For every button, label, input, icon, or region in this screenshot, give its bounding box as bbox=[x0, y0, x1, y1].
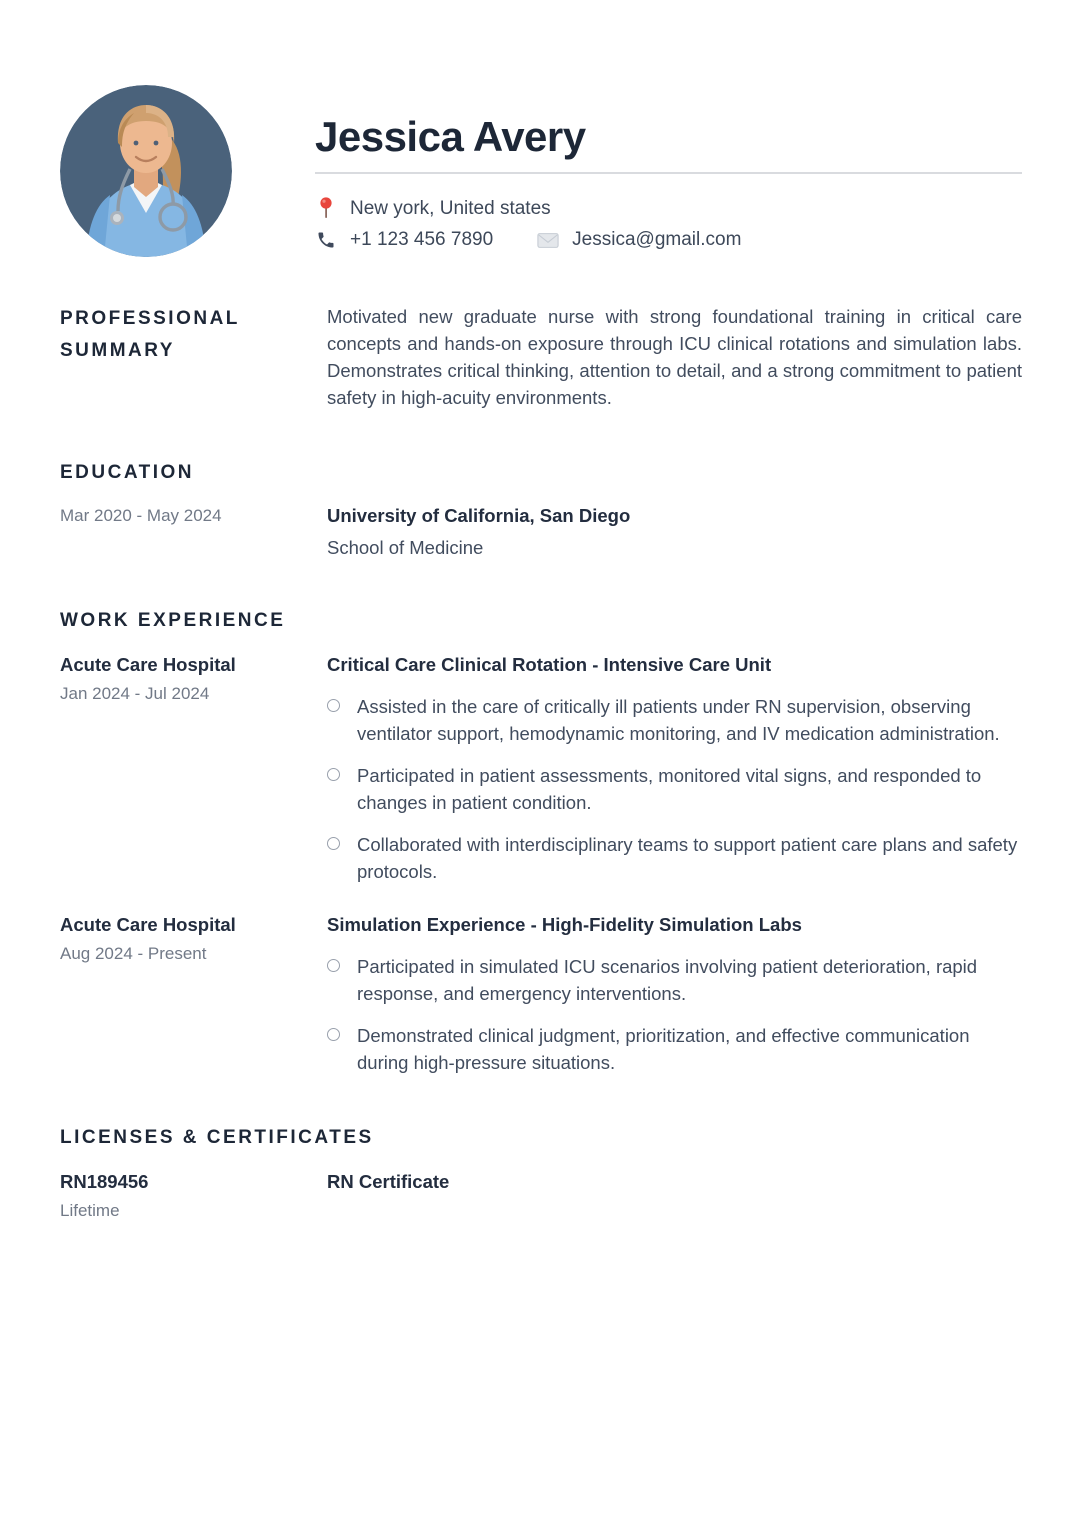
license-right bbox=[327, 1170, 1022, 1221]
bullet-circle-icon bbox=[327, 768, 340, 781]
experience-entry-1 bbox=[60, 653, 1022, 885]
experience-section-title: WORK EXPERIENCE bbox=[60, 610, 286, 632]
experience-1-right bbox=[327, 653, 1022, 885]
list-item bbox=[327, 762, 1022, 816]
resume-header bbox=[60, 85, 1022, 257]
license-name: RN Certificate bbox=[327, 1171, 450, 1193]
location-text: New york, United states bbox=[350, 198, 551, 220]
bullet-text: Participated in simulated ICU scenarios involving patient deterioration, rapid response, and emergency interventions. bbox=[357, 955, 978, 1004]
experience-2-company: Acute Care Hospital bbox=[60, 913, 236, 935]
experience-2-role: Simulation Experience - High-Fidelity Simulation Labs bbox=[327, 913, 802, 935]
list-item bbox=[327, 693, 1022, 747]
license-left bbox=[60, 1170, 327, 1221]
bullet-text: Demonstrated clinical judgment, prioritization, and effective communication during high-pressure situations. bbox=[357, 1024, 970, 1073]
phone-text: +1 123 456 7890 bbox=[350, 229, 494, 251]
summary-title-col bbox=[60, 303, 327, 411]
education-dates: Mar 2020 - May 2024 bbox=[60, 506, 222, 526]
experience-1-bullet-list bbox=[327, 693, 1022, 885]
summary-section-title: PROFESSIONAL SUMMARY bbox=[60, 308, 240, 362]
bullet-circle-icon bbox=[327, 1028, 340, 1041]
bullet-circle-icon bbox=[327, 699, 340, 712]
education-school: University of California, San Diego bbox=[327, 505, 631, 527]
name-divider bbox=[315, 172, 1022, 174]
education-dates-col bbox=[60, 504, 327, 559]
section-work-experience bbox=[60, 605, 1022, 1075]
bullet-circle-icon bbox=[327, 837, 340, 850]
list-item bbox=[327, 1022, 1022, 1076]
experience-1-role: Critical Care Clinical Rotation - Intensive Care Unit bbox=[327, 653, 772, 675]
section-education bbox=[60, 457, 1022, 559]
list-item bbox=[327, 953, 1022, 1007]
summary-text: Motivated new graduate nurse with strong foundational training in critical care concepts and hands-on exposure through ICU clinical rotations and simulation labs. Demonstrates critical thinking, attention to detail, and a strong commitment to patient safety in high-acuity environments. bbox=[327, 306, 1022, 408]
section-licenses bbox=[60, 1122, 1022, 1221]
license-number: RN189456 bbox=[60, 1171, 149, 1193]
experience-2-right bbox=[327, 913, 1022, 1076]
education-section-title: EDUCATION bbox=[60, 462, 195, 483]
contact-block bbox=[315, 198, 1022, 251]
envelope-icon bbox=[537, 229, 559, 251]
experience-2-dates: Aug 2024 - Present bbox=[60, 943, 207, 963]
experience-2-left bbox=[60, 913, 327, 1076]
license-validity: Lifetime bbox=[60, 1201, 120, 1221]
license-entry bbox=[60, 1170, 1022, 1221]
location-item bbox=[315, 198, 551, 220]
phone-handset-icon bbox=[315, 229, 337, 251]
profile-photo bbox=[60, 85, 232, 257]
map-pin-icon bbox=[315, 198, 337, 220]
profile-photo-illustration bbox=[60, 85, 232, 257]
contact-row-location bbox=[315, 198, 1022, 220]
contact-row-phone-email bbox=[315, 229, 1022, 251]
list-item bbox=[327, 831, 1022, 885]
experience-2-bullet-list bbox=[327, 953, 1022, 1076]
bullet-text: Participated in patient assessments, monitored vital signs, and responded to changes in patient condition. bbox=[357, 764, 982, 813]
education-content-col bbox=[327, 504, 1022, 559]
bullet-text: Collaborated with interdisciplinary teams to support patient care plans and safety protocols. bbox=[357, 833, 1018, 882]
licenses-section-title: LICENSES & CERTIFICATES bbox=[60, 1126, 374, 1148]
email-text: Jessica@gmail.com bbox=[572, 229, 742, 251]
education-degree: School of Medicine bbox=[327, 537, 484, 559]
experience-1-left bbox=[60, 653, 327, 885]
experience-1-company: Acute Care Hospital bbox=[60, 653, 236, 675]
email-item bbox=[537, 229, 741, 251]
phone-item bbox=[315, 229, 493, 251]
header-text-block bbox=[315, 115, 1022, 251]
bullet-text: Assisted in the care of critically ill patients under RN supervision, observing ventilator support, hemodynamic monitoring, and IV medication administration. bbox=[357, 695, 1000, 744]
bullet-circle-icon bbox=[327, 959, 340, 972]
person-name: Jessica Avery bbox=[315, 113, 586, 160]
education-entry bbox=[60, 504, 1022, 559]
experience-entry-2 bbox=[60, 913, 1022, 1076]
summary-row bbox=[60, 303, 1022, 411]
experience-1-dates: Jan 2024 - Jul 2024 bbox=[60, 683, 210, 703]
summary-content-col bbox=[327, 303, 1022, 411]
section-professional-summary bbox=[60, 303, 1022, 411]
